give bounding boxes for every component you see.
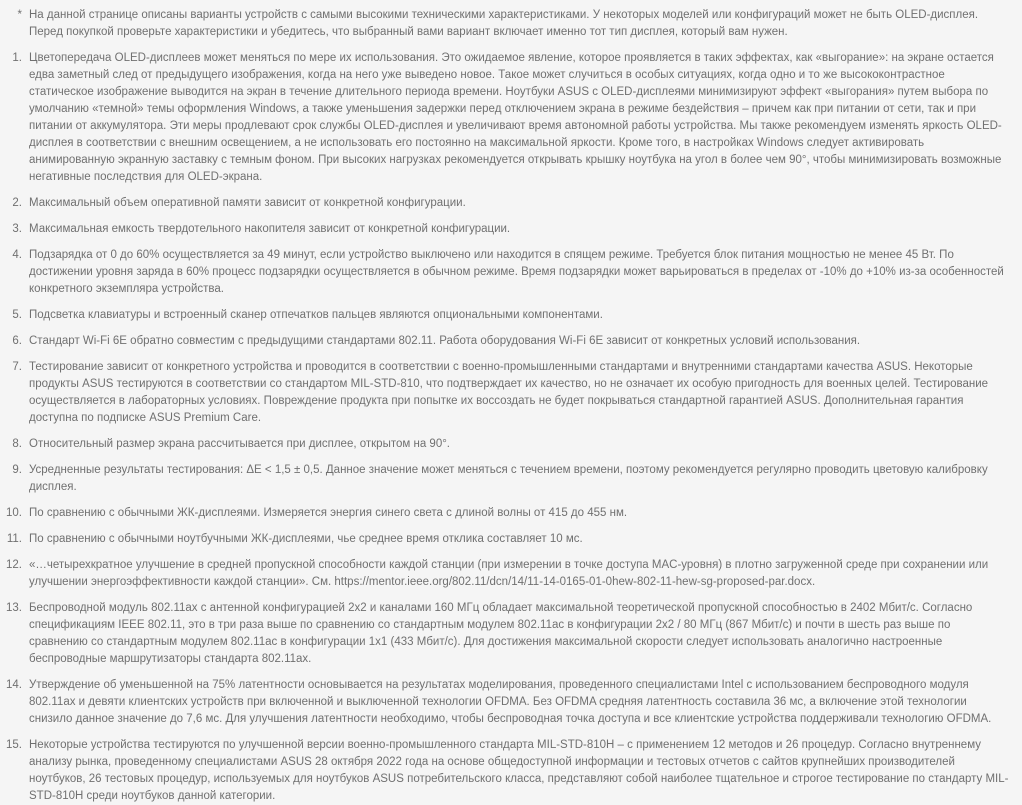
footnote-text: По сравнению с обычными ЖК-дисплеями. Измеряется энергия синего света с длиной волны от 415 до 455 нм. xyxy=(29,507,628,519)
footnote-text: Относительный размер экрана рассчитывается при дисплее, открытом на 90°. xyxy=(29,438,451,450)
footnote-number: 4. xyxy=(12,249,22,261)
footnote-number: 13. xyxy=(6,602,22,614)
footnote-text: Некоторые устройства тестируются по улучшенной версии военно-промышленного стандарта MIL-STD-810H – с применением 12 методов и 26 процедур. Согласно внутреннему анализу рынка, проведенному специалистами ASUS 28 октября 2022 года на основе общедоступной информации и тестовых отчетов с сайтов крупнейших производителей ноутбуков, 26 тестовых процедур, используемых для ноутбуков ASUS потребительского класса, представляют собой наиболее тщательное и строгое тестирование по стандарту MIL-STD-810H среди ноутбуков данной категории. xyxy=(29,739,1009,802)
footnote-text: Усредненные результаты тестирования: ΔE < 1,5 ± 0,5. Данное значение может меняться с течением времени, поэтому рекомендуется регулярно проводить цветовую калибровку дисплея. xyxy=(29,464,988,493)
footnote-number: 6. xyxy=(12,335,22,347)
footnote-item-6 xyxy=(4,333,1009,350)
footnote-text: Беспроводной модуль 802.11ax с антенной конфигурацией 2x2 и каналами 160 МГц обладает максимальной теоретической пропускной способностью в 2402 Мбит/с. Согласно спецификациям IEEE 802.11, это в три раза выше по сравнению со стандартным модулем 802.11ac в конфигурации 2x2 / 80 МГц (867 Мбит/с) и почти в шесть раз выше по сравнению со стандартным модулем 802.11ac в конфигурации 1x1 (433 Мбит/с). Для достижения максимальной скорости следует использовать аналогично настроенные беспроводные маршрутизаторы стандарта 802.11ax. xyxy=(29,602,973,665)
footnote-text: «…четырехкратное улучшение в средней пропускной способности каждой станции (при измерении в точке доступа MAC-уровня) в плотно загруженной среде при сохранении или улучшении энергоэффективности каждой станции». См. https://mentor.ieee.org/802.11/dcn/14/11-14-0165-01-0hew-802-11-hew-sg-proposed-par.docx. xyxy=(29,559,989,588)
footnote-number: 12. xyxy=(6,559,22,571)
footnote-item-2 xyxy=(4,195,1009,212)
footnote-number: 1. xyxy=(12,52,22,64)
footnote-text: Утверждение об уменьшенной на 75% латентности основывается на результатах моделирования, проведенного специалистами Intel с использованием беспроводного модуля 802.11ax и девяти клиентских устройств при включенной и выключенной технологии OFDMA. Без OFDMA средняя латентность составила 36 мс, а включение этой технологии снизило данное значение до 7,6 мс. Для улучшения латентности необходимо, чтобы беспроводная точка доступа и все клиентские устройства поддерживали технологию OFDMA. xyxy=(29,679,992,725)
footnote-text: Максимальный объем оперативной памяти зависит от конкретной конфигурации. xyxy=(29,197,466,209)
footnote-text: Максимальная емкость твердотельного накопителя зависит от конкретной конфигурации. xyxy=(29,223,511,235)
footnote-number: 3. xyxy=(12,223,22,235)
footnote-item-15 xyxy=(4,737,1009,805)
footnote-item-8 xyxy=(4,436,1009,453)
footnote-item-14 xyxy=(4,677,1009,728)
footnote-number: 9. xyxy=(12,464,22,476)
footnote-item-1 xyxy=(4,50,1009,186)
footnote-item-9 xyxy=(4,462,1009,496)
footnote-item-3 xyxy=(4,221,1009,238)
footnote-item-5 xyxy=(4,307,1009,324)
footnote-number: 5. xyxy=(12,309,22,321)
disclaimer-text: На данной странице описаны варианты устройств с самыми высокими техническими характеристиками. У некоторых моделей или конфигураций может не быть OLED-дисплея. Перед покупкой проверьте характеристики и убедитесь, что выбранный вами вариант включает именно тот тип дисплея, который вам нужен. xyxy=(29,9,979,38)
footnote-item-13 xyxy=(4,600,1009,668)
footnote-text: Цветопередача OLED-дисплеев может меняться по мере их использования. Это ожидаемое явление, которое проявляется в таких эффектах, как «выгорание»: на экране остается едва заметный след от предыдущего изображения, когда на него уже выведено новое. Такое может случиться в особых ситуациях, когда одно и то же высококонтрастное статическое изображение выводится на экран в течение длительного периода времени. Ноутбуки ASUS с OLED-дисплеями минимизируют эффект «выгорания» путем выбора по умолчанию «темной» темы оформления Windows, а также уменьшения задержки перед отключением экрана в режиме бездействия – причем как при питании от сети, так и при питании от аккумулятора. Эти меры продлевают срок службы OLED-дисплея и увеличивают время автономной работы устройства. Мы также рекомендуем изменять яркость OLED-дисплея в соответствии с внешним освещением, а не использовать его постоянно на максимальной яркости. Кроме того, в настройках Windows следует активировать анимированную экранную заставку с темным фоном. При высоких нагрузках рекомендуется открывать крышку ноутбука на угол в более чем 90°, чтобы минимизировать возможные негативные последствия для OLED-экрана. xyxy=(29,52,1002,183)
footnote-number: 11. xyxy=(6,533,22,545)
footnote-number: 8. xyxy=(12,438,22,450)
footnote-text: Тестирование зависит от конкретного устройства и проводится в соответствии с военно-промышленными стандартами и внутренними стандартами качества ASUS. Некоторые продукты ASUS тестируются в соответствии со стандартом MIL-STD-810, что подтверждает их качество, но не означает их особую пригодность для военных целей. Тестирование осуществляется в лабораторных условиях. Повреждение продукта при попытке их воссоздать не будет покрываться стандартной гарантией ASUS. Дополнительная гарантия доступна по подписке ASUS Premium Care. xyxy=(29,361,989,424)
footnote-text: Стандарт Wi-Fi 6E обратно совместим с предыдущими стандартами 802.11. Работа оборудования Wi-Fi 6E зависит от конкретных условий использования. xyxy=(29,335,861,347)
footnote-number: 15. xyxy=(6,739,22,751)
disclaimer-asterisk-marker: * xyxy=(17,9,22,21)
footnote-item-7 xyxy=(4,359,1009,427)
footnote-number: 2. xyxy=(12,197,22,209)
footnote-number: 14. xyxy=(6,679,22,691)
footnote-text: Подсветка клавиатуры и встроенный сканер отпечатков пальцев являются опциональными компонентами. xyxy=(29,309,603,321)
footnote-item-12 xyxy=(4,557,1009,591)
footnote-text: По сравнению с обычными ноутбучными ЖК-дисплеями, чье среднее время отклика составляет 10 мс. xyxy=(29,533,583,545)
footnote-number: 7. xyxy=(12,361,22,373)
footnote-item-11 xyxy=(4,531,1009,548)
footnote-item-10 xyxy=(4,505,1009,522)
disclaimer-note xyxy=(4,7,1009,41)
footnote-number: 10. xyxy=(6,507,22,519)
footnote-text: Подзарядка от 0 до 60% осуществляется за 49 минут, если устройство выключено или находится в спящем режиме. Требуется блок питания мощностью не менее 45 Вт. По достижении уровня заряда в 60% процесс подзарядки осуществляется в обычном режиме. Время подзарядки может варьироваться в пределах от -10% до +10% из-за особенностей конкретного экземпляра устройства. xyxy=(29,249,1004,295)
footnote-item-4 xyxy=(4,247,1009,298)
